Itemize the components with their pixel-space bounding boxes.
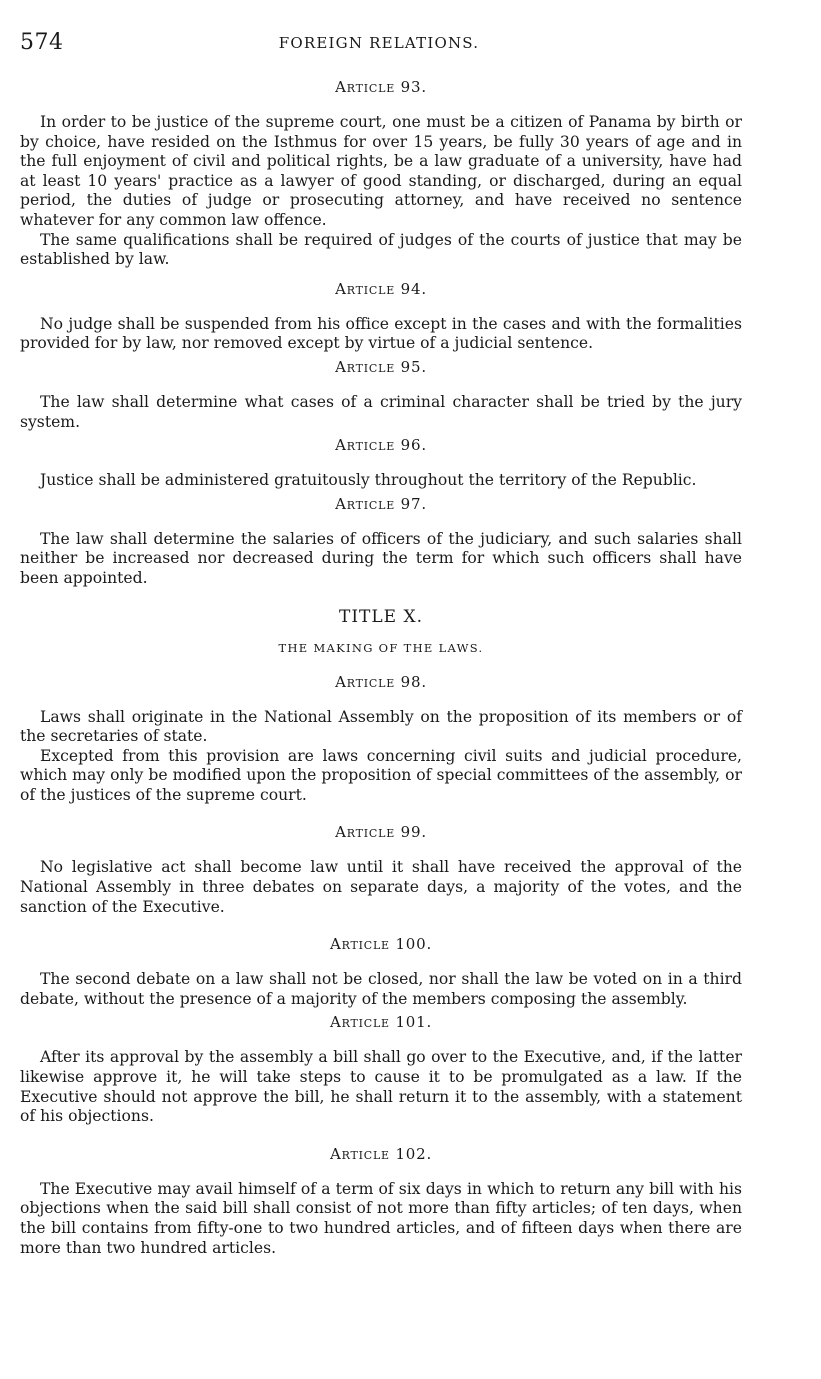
article-heading: Article 99. bbox=[335, 823, 427, 842]
paragraph: After its approval by the assembly a bill shall go over to the Executive, and, if the latter likewise approve it, he will take steps to cause it to be promulgated as a law. If the Executive should not approve the bill, he shall return it to the assembly, with a statement of his objections. bbox=[20, 1048, 742, 1126]
paragraph: Excepted from this provision are laws concerning civil suits and judicial procedure, which may only be modified upon the proposition of special committees of the assembly, or of the justices of the supreme court. bbox=[20, 746, 742, 804]
title-heading: TITLE X. bbox=[338, 606, 423, 627]
article-heading: Article 101. bbox=[329, 1013, 433, 1032]
page-number: 574 bbox=[20, 30, 64, 55]
page-header bbox=[0, 30, 821, 60]
article-heading: Article 93. bbox=[335, 78, 427, 96]
article-heading: Article 95. bbox=[335, 357, 427, 376]
document-body bbox=[20, 74, 742, 1258]
paragraph: Laws shall originate in the National Assembly on the proposition of its members or of the secretaries of state. bbox=[20, 707, 742, 746]
paragraph: No judge shall be suspended from his office except in the cases and with the formalities provided for by law, nor removed except by virtue of a judicial sentence. bbox=[20, 314, 742, 353]
article-heading: Article 100. bbox=[329, 935, 433, 954]
title-subheading: THE MAKING OF THE LAWS. bbox=[278, 640, 484, 655]
paragraph: Justice shall be administered gratuitously throughout the territory of the Republic. bbox=[40, 471, 697, 490]
paragraph: The law shall determine what cases of a criminal character shall be tried by the jury system. bbox=[20, 392, 742, 431]
paragraph: The second debate on a law shall not be closed, nor shall the law be voted on in a third debate, without the presence of a majority of the members composing the assembly. bbox=[20, 970, 742, 1008]
running-head: FOREIGN RELATIONS. bbox=[278, 34, 480, 52]
article-heading: Article 97. bbox=[335, 494, 427, 513]
paragraph: The same qualifications shall be required of judges of the courts of justice that may be established by law. bbox=[20, 230, 742, 269]
article-heading: Article 98. bbox=[335, 672, 427, 691]
paragraph: The Executive may avail himself of a term of six days in which to return any bill with his objections when the said bill shall consist of not more than fifty articles; of ten days, when the bill contains from fifty-one to two hundred articles, and of fifteen days when there are more than two hundred articles. bbox=[20, 1179, 742, 1257]
paragraph: In order to be justice of the supreme court, one must be a citizen of Panama by birth or by choice, have resided on the Isthmus for over 15 years, be fully 30 years of age and in the full enjoyment of civil and political rights, be a law graduate of a university, have had at least 10 years' practice as a lawyer of good standing, or discharged, during an equal period, the duties of judge or prosecuting attorney, and have received no sentence whatever for any common law offence. bbox=[20, 113, 742, 229]
article-heading: Article 94. bbox=[335, 279, 427, 298]
paragraph: The law shall determine the salaries of officers of the judiciary, and such salaries shall neither be increased nor decreased during the term for which such officers shall have been appointed. bbox=[20, 529, 742, 587]
paragraph: No legislative act shall become law until it shall have received the approval of the National Assembly in three debates on separate days, a majority of the votes, and the sanction of the Executive. bbox=[20, 858, 742, 916]
article-heading: Article 102. bbox=[329, 1144, 433, 1163]
article-heading: Article 96. bbox=[335, 436, 427, 455]
